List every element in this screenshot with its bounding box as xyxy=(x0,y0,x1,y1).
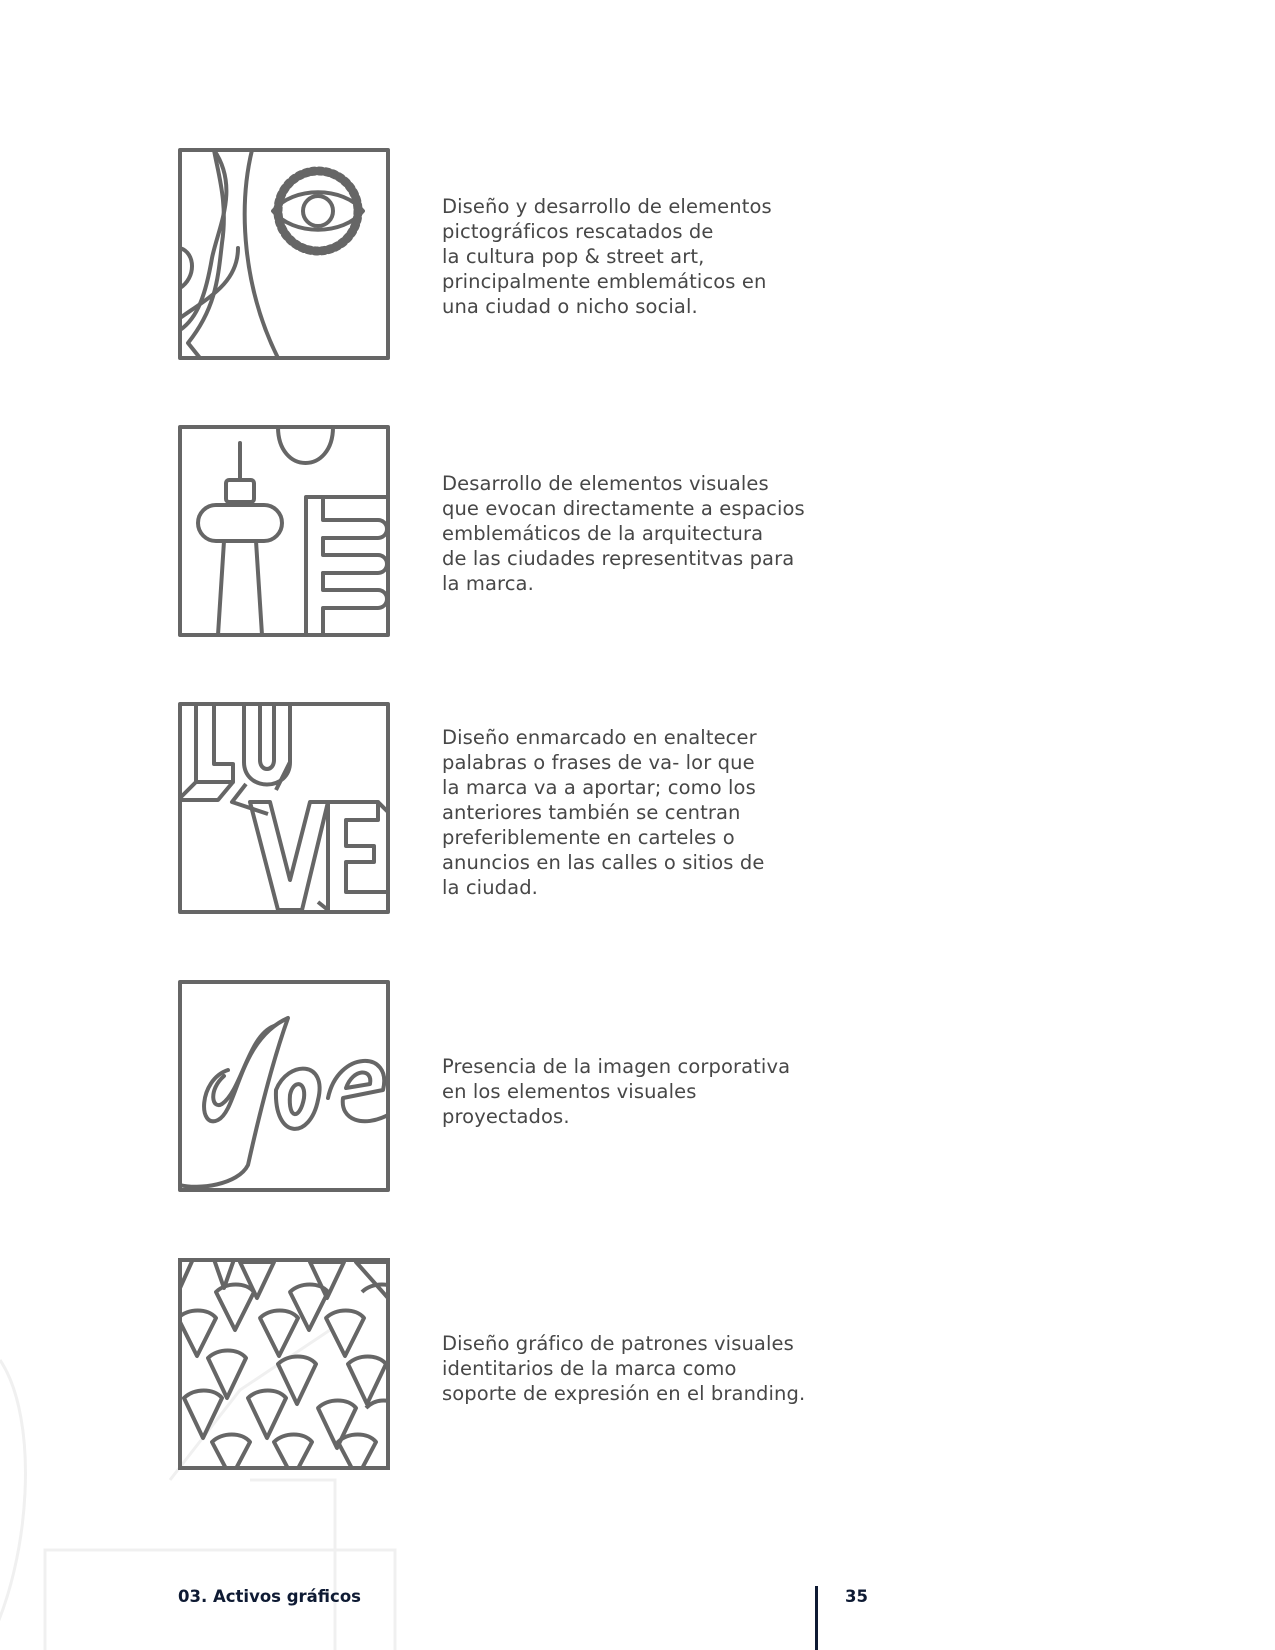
eye-face-icon xyxy=(178,148,390,360)
feature-description: Diseño gráfico de patrones visuales identitarios de la marca como soporte de expresión en el branding. xyxy=(442,1332,806,1405)
feature-item-2 xyxy=(178,425,878,637)
feature-item-1 xyxy=(178,148,878,360)
joe-lettering-icon xyxy=(178,980,390,1192)
city-tower-icon xyxy=(178,425,390,637)
footer-divider xyxy=(815,1586,818,1650)
triangle-pattern-icon xyxy=(178,1258,390,1470)
footer-section-title: 03. Activos gráficos xyxy=(178,1587,361,1606)
feature-description: Desarrollo de elementos visuales que evocan directamente a espacios emblemáticos de la arquitectura de las ciudades representitvas para la marca. xyxy=(442,472,805,595)
feature-item-5 xyxy=(178,1258,878,1470)
feature-item-4 xyxy=(178,980,878,1192)
love-lettering-icon xyxy=(178,702,390,914)
feature-description: Diseño enmarcado en enaltecer palabras o frases de va- lor que la marca va a aportar; como los anteriores también se centran preferiblemente en carteles o anuncios en las calles o sitios de la ciudad. xyxy=(442,726,765,899)
feature-description: Presencia de la imagen corporativa en los elementos visuales proyectados. xyxy=(442,1055,791,1128)
feature-item-3 xyxy=(178,702,878,914)
page-number: 35 xyxy=(845,1587,868,1606)
feature-description: Diseño y desarrollo de elementos pictográficos rescatados de la cultura pop & street art, principalmente emblemáticos en una ciudad o nicho social. xyxy=(442,195,772,318)
